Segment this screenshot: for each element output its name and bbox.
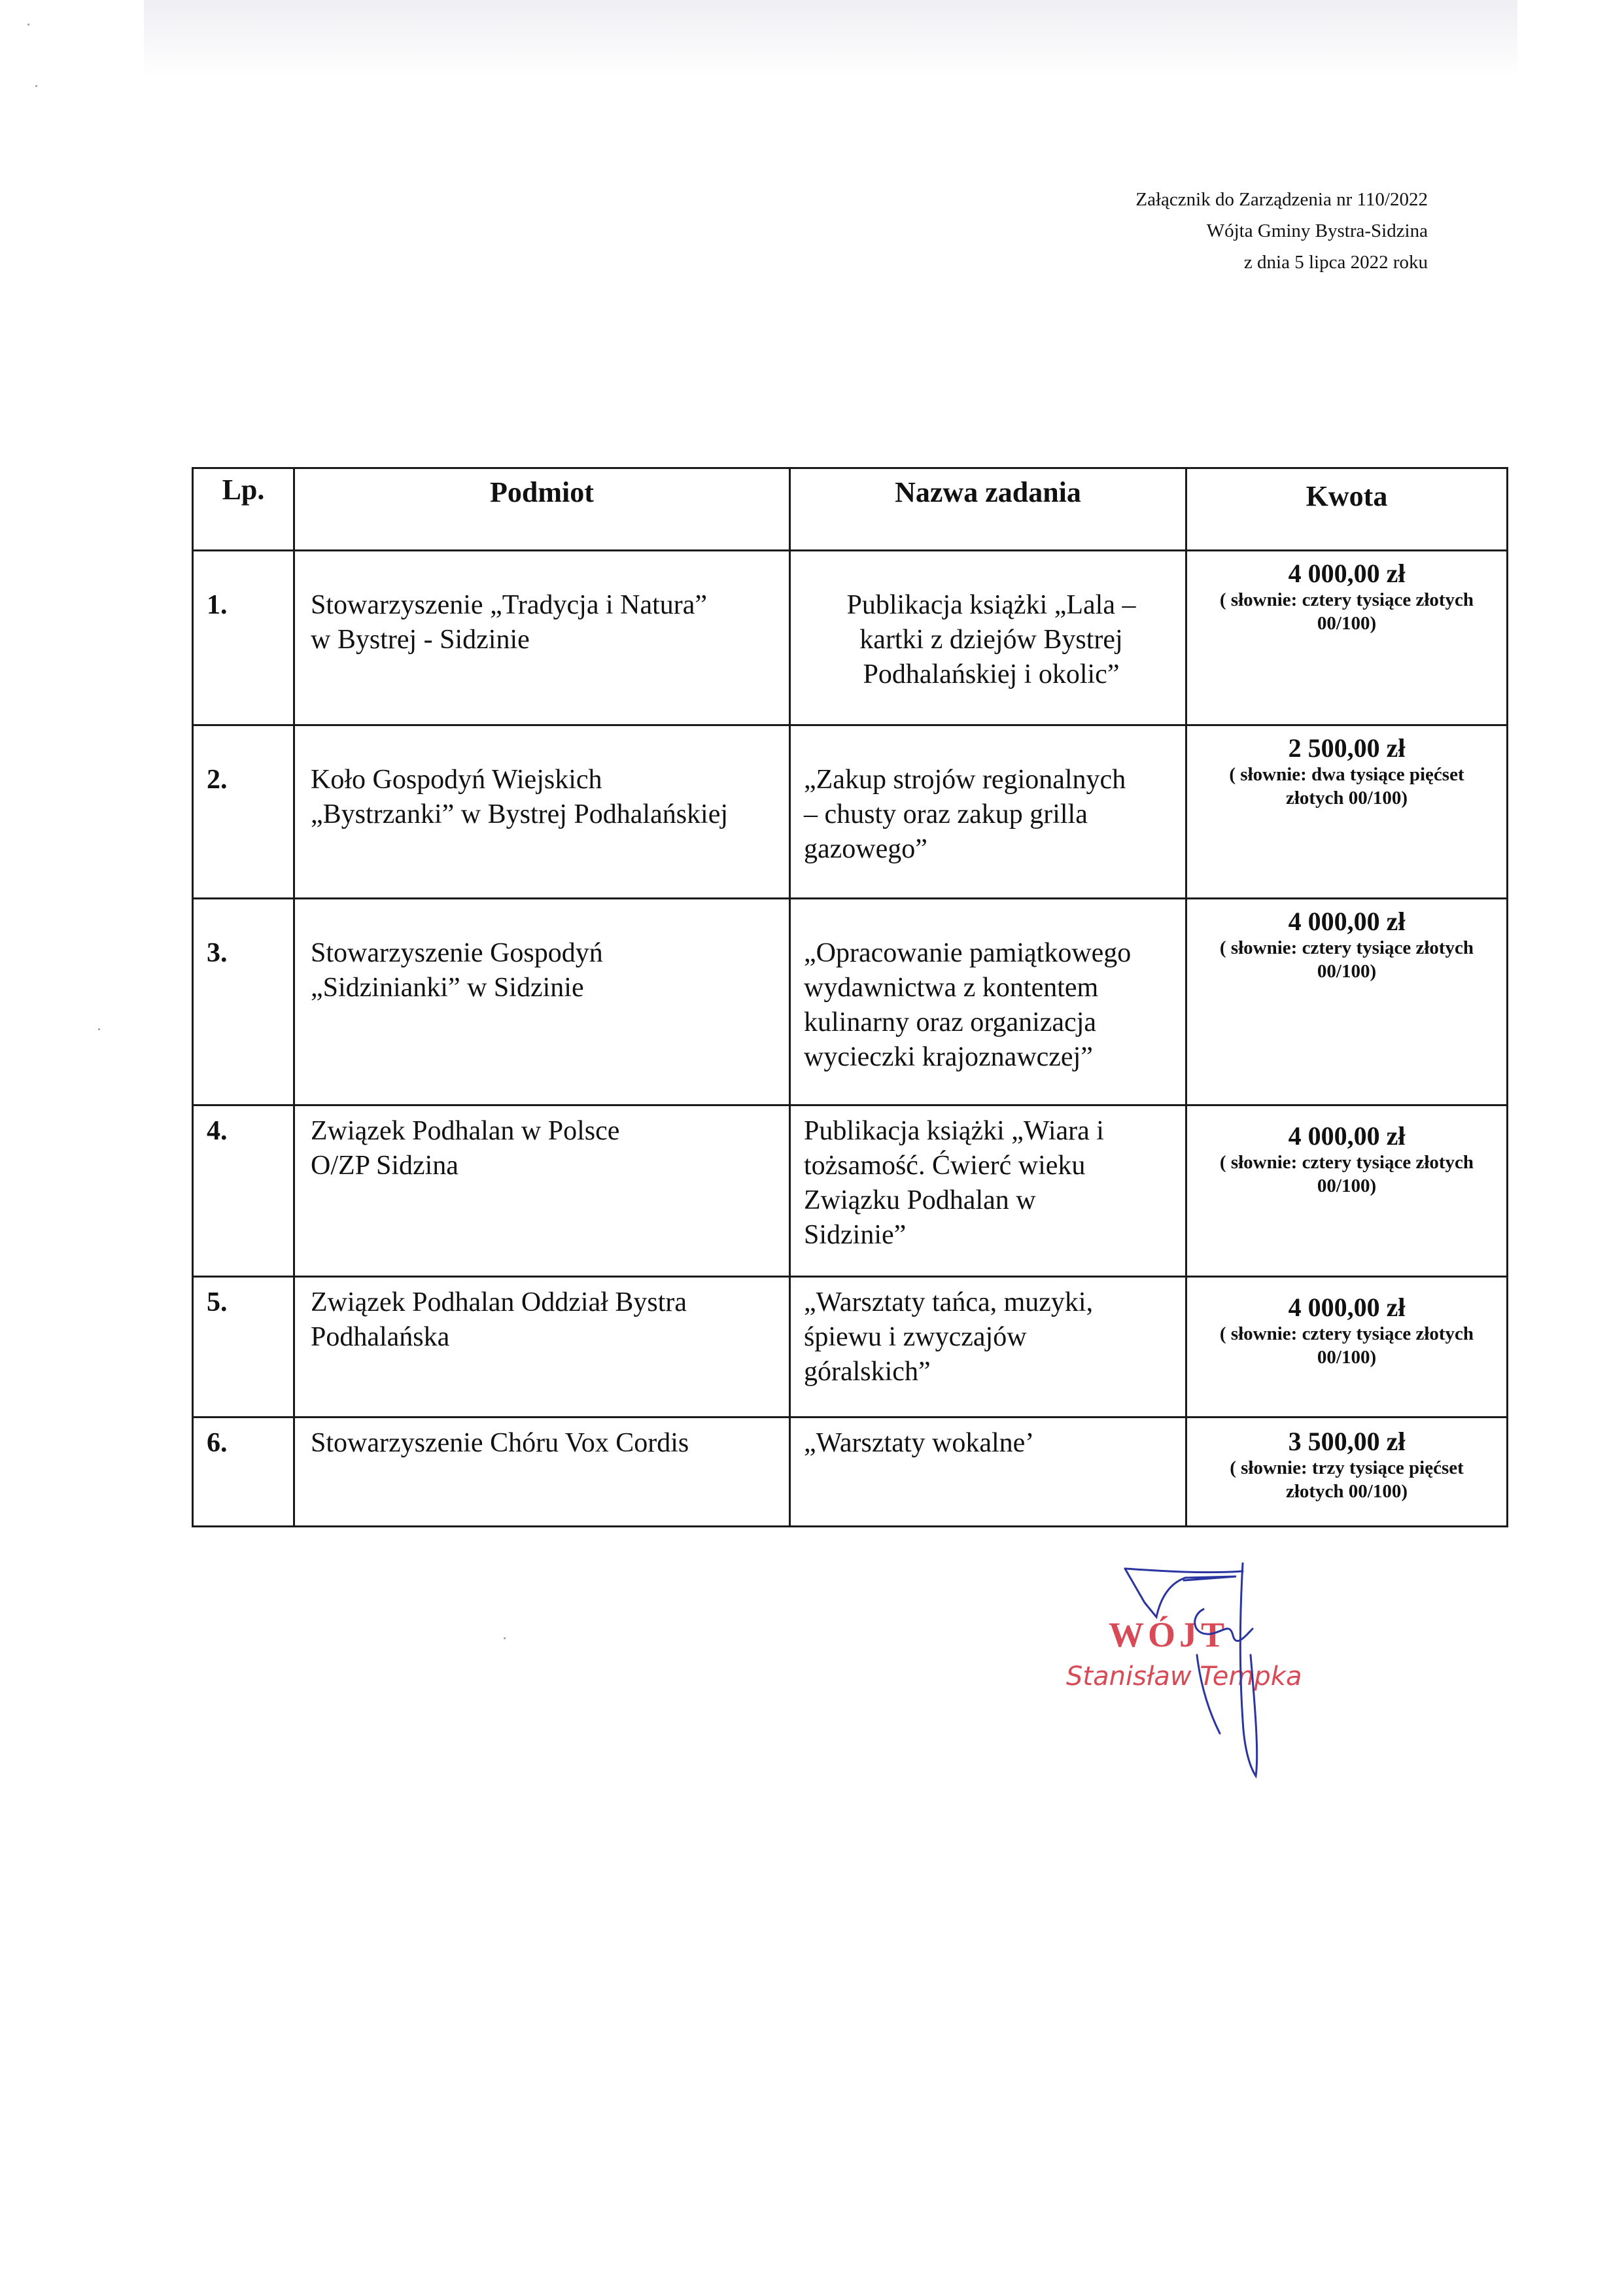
amount-value: 4 000,00 zł	[1288, 1121, 1406, 1151]
amount-in-words: 00/100)	[1317, 1175, 1377, 1196]
entity-line: „Sidzinianki” w Sidzinie	[311, 973, 584, 1003]
column-header-nazwa-zadania: Nazwa zadania	[790, 468, 1186, 551]
entity-line: Stowarzyszenie „Tradycja i Natura”	[311, 590, 708, 620]
task-line: wydawnictwa z kontentem	[804, 973, 1099, 1003]
task-line: wycieczki krajoznawczej”	[804, 1042, 1093, 1072]
amount-cell	[1186, 1105, 1508, 1277]
task-line: Sidzinie”	[804, 1220, 907, 1250]
amount-in-words: złotych 00/100)	[1285, 788, 1408, 809]
amount-in-words: 00/100)	[1317, 1347, 1377, 1368]
stamp-name: Stanisław Tempka	[1066, 1661, 1302, 1692]
task-cell	[790, 1418, 1186, 1527]
task-cell	[790, 725, 1186, 899]
header-line-authority: Wójta Gminy Bystra-Sidzina	[1206, 220, 1428, 241]
entity-line: Stowarzyszenie Gospodyń	[311, 938, 603, 968]
amount-value: 2 500,00 zł	[1288, 733, 1406, 763]
entity-cell	[294, 1105, 790, 1277]
grants-table	[192, 467, 1508, 1527]
amount-cell	[1186, 551, 1508, 725]
amount-value: 4 000,00 zł	[1288, 1293, 1406, 1322]
document-header	[1135, 184, 1428, 278]
entity-cell	[294, 725, 790, 899]
entity-cell	[294, 899, 790, 1105]
amount-in-words: ( słownie: cztery tysiące złotych	[1219, 589, 1474, 610]
entity-line: Związek Podhalan Oddział Bystra	[311, 1287, 687, 1317]
row-number: 1.	[193, 551, 294, 725]
amount-in-words: ( słownie: trzy tysiące pięćset	[1230, 1457, 1464, 1478]
amount-value: 3 500,00 zł	[1288, 1427, 1406, 1456]
entity-line: „Bystrzanki” w Bystrej Podhalańskiej	[311, 799, 729, 829]
amount-in-words: ( słownie: dwa tysiące pięćset	[1229, 764, 1464, 785]
task-cell	[790, 1277, 1186, 1418]
amount-in-words: złotych 00/100)	[1285, 1481, 1408, 1502]
table-row	[193, 1418, 1508, 1527]
task-line: Podhalańskiej i okolic”	[863, 659, 1120, 689]
row-number: 5.	[193, 1277, 294, 1418]
amount-in-words: ( słownie: cztery tysiące złotych	[1219, 1152, 1474, 1173]
amount-cell	[1186, 1277, 1508, 1418]
amount-cell	[1186, 725, 1508, 899]
task-cell	[790, 899, 1186, 1105]
amount-in-words: 00/100)	[1317, 613, 1377, 634]
amount-in-words: ( słownie: cztery tysiące złotych	[1219, 1323, 1474, 1344]
amount-in-words: ( słownie: cztery tysiące złotych	[1219, 937, 1474, 958]
scan-speck	[98, 1028, 100, 1030]
table-row	[193, 551, 1508, 725]
column-header-lp: Lp.	[193, 468, 294, 551]
task-line: kartki z dziejów Bystrej	[859, 625, 1123, 655]
task-line: „Opracowanie pamiątkowego	[804, 938, 1132, 968]
amount-in-words: 00/100)	[1317, 961, 1377, 982]
handwritten-signature	[1047, 1557, 1321, 1792]
task-line: Związku Podhalan w	[804, 1185, 1036, 1215]
signature-stamp	[1047, 1557, 1321, 1792]
column-header-podmiot: Podmiot	[294, 468, 790, 551]
table-row	[193, 899, 1508, 1105]
stamp-title: WÓJT	[1109, 1615, 1229, 1654]
entity-line: O/ZP Sidzina	[311, 1151, 458, 1181]
row-number: 4.	[193, 1105, 294, 1277]
amount-value: 4 000,00 zł	[1288, 907, 1406, 936]
table-row	[193, 1277, 1508, 1418]
task-line: kulinarny oraz organizacja	[804, 1007, 1097, 1037]
amount-cell	[1186, 1418, 1508, 1527]
scan-speck	[504, 1637, 506, 1639]
task-line: Publikacja książki „Wiara i	[804, 1116, 1104, 1146]
scan-speck	[27, 24, 29, 26]
entity-line: Koło Gospodyń Wiejskich	[311, 765, 602, 795]
entity-cell	[294, 1277, 790, 1418]
row-number: 6.	[193, 1418, 294, 1527]
task-cell	[790, 551, 1186, 725]
task-line: góralskich”	[804, 1357, 931, 1387]
row-number: 3.	[193, 899, 294, 1105]
task-line: tożsamość. Ćwierć wieku	[804, 1151, 1086, 1181]
table-row	[193, 725, 1508, 899]
task-line: Publikacja książki „Lala –	[846, 590, 1136, 620]
table-row	[193, 1105, 1508, 1277]
task-line: „Warsztaty wokalne’	[804, 1428, 1035, 1458]
task-line: „Zakup strojów regionalnych	[804, 765, 1126, 795]
header-line-annex: Załącznik do Zarządzenia nr 110/2022	[1135, 189, 1428, 210]
entity-line: Stowarzyszenie Chóru Vox Cordis	[311, 1428, 689, 1458]
amount-cell	[1186, 899, 1508, 1105]
task-line: – chusty oraz zakup grilla	[804, 799, 1088, 829]
entity-cell	[294, 1418, 790, 1527]
row-number: 2.	[193, 725, 294, 899]
entity-cell	[294, 551, 790, 725]
entity-line: w Bystrej - Sidzinie	[311, 625, 530, 655]
header-line-date: z dnia 5 lipca 2022 roku	[1243, 252, 1428, 273]
scan-speck	[35, 85, 37, 87]
task-line: „Warsztaty tańca, muzyki,	[804, 1287, 1094, 1317]
task-line: śpiewu i zwyczajów	[804, 1322, 1027, 1352]
amount-value: 4 000,00 zł	[1288, 559, 1406, 588]
scan-shading	[144, 0, 1517, 78]
column-header-kwota: Kwota	[1186, 468, 1508, 551]
task-line: gazowego”	[804, 834, 927, 864]
entity-line: Związek Podhalan w Polsce	[311, 1116, 620, 1146]
entity-line: Podhalańska	[311, 1322, 450, 1352]
task-cell	[790, 1105, 1186, 1277]
table-header-row	[193, 468, 1508, 551]
